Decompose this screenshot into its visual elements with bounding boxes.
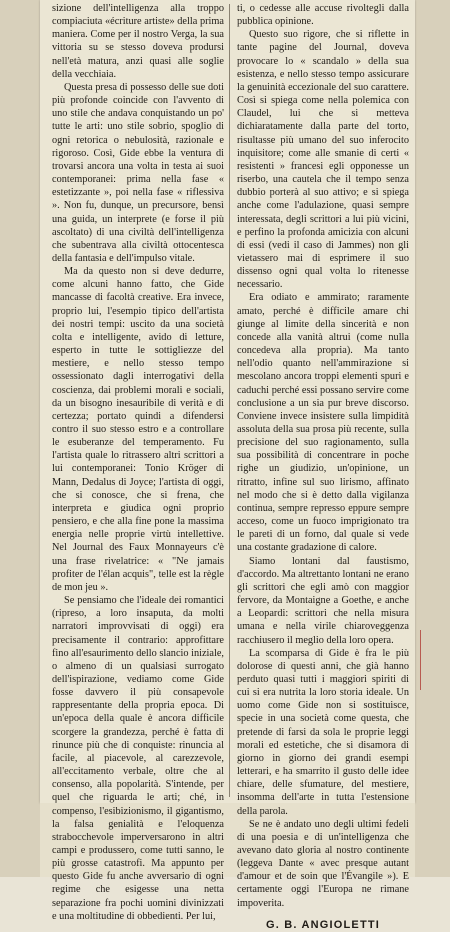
article-column-left [52,2,224,923]
paragraph: Ma da questo non si deve dedurre, come alcuni hanno fatto, che Gide mancasse di facoltà creative. Era invece, proprio lui, l'esempio tipico dell'artista dei nostri tempi: uscito da una società colta e intelligente, avido di letture, esperto in tutte le sottigliezze del mestiere, e nello stesso tempo ossessionato dagli interrogativi della coscienza, dai problemi morali e sociali, da un bisogno inesauribile di verità e di certezza; portato quindi a difendersi contro il suo stesso estro e a controllare le esuberanze del temperamento. Fu l'artista quale lo ritrassero altri scrittori a lui contemporanei: Tonio Kröger di Mann, Dedalus di Joyce; l'artista di oggi, che si conosce, che si frena, che interpreta e giudica ogni proprio pensiero, e che alla fine pone la massima energia nelle proprie virtù intellettive. Nel Journal des Faux Monnayeurs c'è una frase rivelatrice: « "Ne jamais profiter de l'élan acquis", telle est la règle de mon jeu ». [52,266,224,593]
article-column-right [237,2,409,932]
paragraph: La scomparsa di Gide è fra le più dolorose di questi anni, che già hanno perduto quasi tutti i maggiori spiriti di cui si era nutrita la loro storia ideale. Un uomo come Gide non si sostituisce, specie in una società come questa, che pretende di farsi da sola le proprie leggi morali ed estetiche, che si disamora di giorno in giorno dei grandi esempi letterari, e ha smarrito il gusto delle idee chiare, delle sfumature, del mestiere, insomma dell'arte in tutta l'estensione della parola. [237,647,409,817]
red-pencil-mark [420,630,421,690]
paragraph: Questa presa di possesso delle sue doti più profonde coincide con l'avvento di uno stile che andava conquistando un po' tutte le arti: uno stile sobrio, spoglio di ogni retorica o nebulosità, razionale e rigoroso. Così, Gide ebbe la ventura di trovarsi ancora una volta in testa ai suoi contemporanei: prima nella fase « estetizzante », poi nella fase « riflessiva ». Non fu, dunque, un precursore, bensì una guida, un interprete (e forse il più ascoltato) di una civiltà dell'intelligenza che subentrava alla civiltà ottocentesca della fantasia e dell'impulso vitale. [52,81,224,264]
paragraph: ti, o cedesse alle accuse rivoltegli dalla pubblica opinione. [237,3,409,28]
paragraph: Questo suo rigore, che si riflette in tante pagine del Journal, doveva provocare lo « scandalo » della sua esistenza, e nello stesso tempo assicurare la genuinità eccezionale del suo carattere. Così si spiega come nella polemica con Claudel, lui che si metteva dichiaratamente dalla parte del torto, risultasse più umano del suo inferocito inquisitore; come alle smanie di certi « resistenti » francesi egli opponesse un riserbo, una cautela che il tempo senza dubbio porterà al suo attivo; e si spiega anche come l'adulazione, quasi sempre interessata, degli scrittori a lui più vicini, e perfino la profonda amicizia con alcuni di essi (vedi il caso di Jammes) non gli vietassero mai di esprimere il suo dissenso ogni qual volta lo ritenesse necessario. [237,29,409,291]
paragraph: Siamo lontani dal faustismo, d'accordo. Ma altrettanto lontani ne erano gli scrittori che egli amò con maggior fervore, da Montaigne a Goethe, e anche a Leopardi: scrittori che nella misura umana e nella virile chiaroveggenza racchiusero il meglio della loro opera. [237,555,409,646]
paragraph: Se ne è andato uno degli ultimi fedeli di una poesia e di un'intelligenza che avevano dato gloria al nostro continente (leggeva Dante « avec presque autant d'amour et de soin que l'Évangile »). E certamente oggi l'Europa ne rimane impoverita. [237,818,409,909]
paragraph: Se pensiamo che l'ideale dei romantici (ripreso, a loro insaputa, da molti narratori improvvisati di oggi) era precisamente il contrario: approfittare fino all'esaurimento dello slancio iniziale, o almeno di un qualsiasi surrogato dell'ispirazione, vediamo come Gide fosse davvero il più consapevole rappresentante della propria epoca. Di un'epoca della quale è ancora difficile scorgere la grandezza, perché è fatta di rinunce più che di conquiste: rinuncia al facile, al piacevole, al carezzevole, all'eccitamento verbale, oltre che al consenso, alla popolarità. S'intende, per quel che riguarda le arti; ché, in compenso, l'esibizionismo, il gigantismo, la falsa genialità e l'eloquenza strabocchevole imperversarono in altri campi e produssero, come tutti sanno, le più grosse catastrofi. Ma appunto per questo Gide fu anche avversario di ogni regime che esigesse una netta separazione fra pochi uomini divinizzati e una moltitudine di obbedienti. Per lui, [52,595,224,922]
paragraph: Era odiato e ammirato; raramente amato, perché è difficile amare chi giunge al limite della sincerità e non concede alla vanità altrui (come nulla concedeva alla propria). Ma tanto nell'odio quanto nell'ammirazione si mescolano ancora troppi elementi spuri e caduchi perché essi possano servire come conclusione a un sia pur breve discorso. Conviene invece insistere sulla limpidità assoluta della sua prosa più recente, sulla precisione del suo ragionamento, sulla sua possibilità di concentrare in poche righe un giudizio, un'opinione, un ritratto, infine sul suo lirismo, affinato nel modo che si è detto dalla vigilanza continua, sempre represso eppure sempre acceso, come un fuoco imprigionato tra le pareti di un forno, dal quale si vede una costante gradazione di calore. [237,292,409,554]
author-signature: G. B. ANGIOLETTI [265,918,381,931]
paragraph: sizione dell'intelligenza alla troppo compiaciuta «écriture artiste» della prima maniera. Come per il nostro Verga, la sua vittoria su se stesso doveva prodursi nell'età matura, anzi quasi alle soglie della vecchiaia. [52,3,224,80]
column-divider [229,4,230,797]
